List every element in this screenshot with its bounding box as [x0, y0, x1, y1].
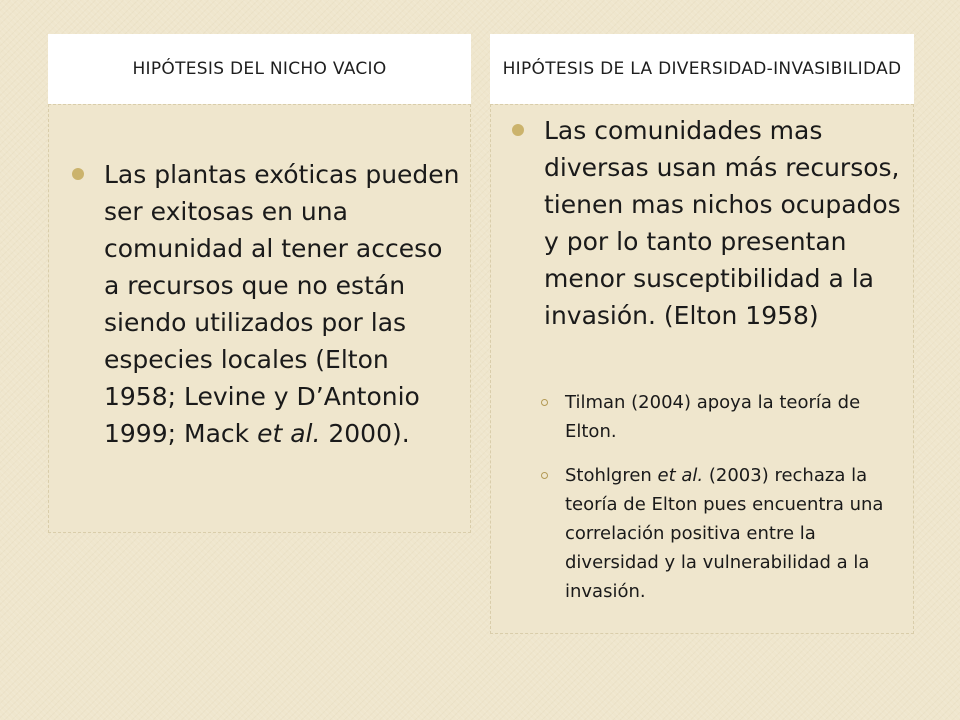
right-sub-bullet-item [541, 461, 911, 606]
left-bullet-text-end: 2000). [320, 419, 410, 448]
sub-bullet-text-end: (2003) rechaza la teoría de Elton pues encuentra una correlación positiva entre la diversidad y la vulnerabilidad a la invasión. [565, 465, 884, 602]
left-column-header-text: HIPÓTESIS DEL NICHO VACIO [132, 59, 387, 79]
sub-bullet-text-italic: et al. [657, 465, 704, 486]
sub-bullet-text-main: Tilman (2004) apoya la teoría de Elton. [565, 392, 861, 442]
sub-bullet-ring-icon [541, 399, 548, 406]
left-bullet-item [72, 156, 464, 452]
right-column-header-text: HIPÓTESIS DE LA DIVERSIDAD-INVASIBILIDAD [502, 59, 902, 79]
sub-bullet-text-main: Stohlgren [565, 465, 658, 486]
right-sub-bullet-item [541, 388, 911, 446]
bullet-dot-icon [512, 124, 524, 136]
left-column-header [48, 34, 471, 104]
sub-bullet-text [565, 461, 900, 606]
bullet-dot-icon [72, 168, 84, 180]
left-bullet-text-italic: et al. [257, 419, 321, 448]
right-bullet-text: Las comunidades mas diversas usan más recursos, tienen mas nichos ocupados y por lo tanto presentan menor susceptibilidad a la invasión. (Elton 1958) [544, 116, 901, 330]
left-bullet-text [104, 156, 464, 452]
right-bullet-item [512, 112, 906, 334]
right-column-header [490, 34, 914, 104]
sub-bullet-text [565, 388, 900, 446]
left-bullet-text-main: Las plantas exóticas pueden ser exitosas en una comunidad al tener acceso a recursos que no están siendo utilizados por las especies locales (Elton 1958; Levine y D’Antonio 1999; Mack [104, 160, 460, 448]
sub-bullet-ring-icon [541, 472, 548, 479]
